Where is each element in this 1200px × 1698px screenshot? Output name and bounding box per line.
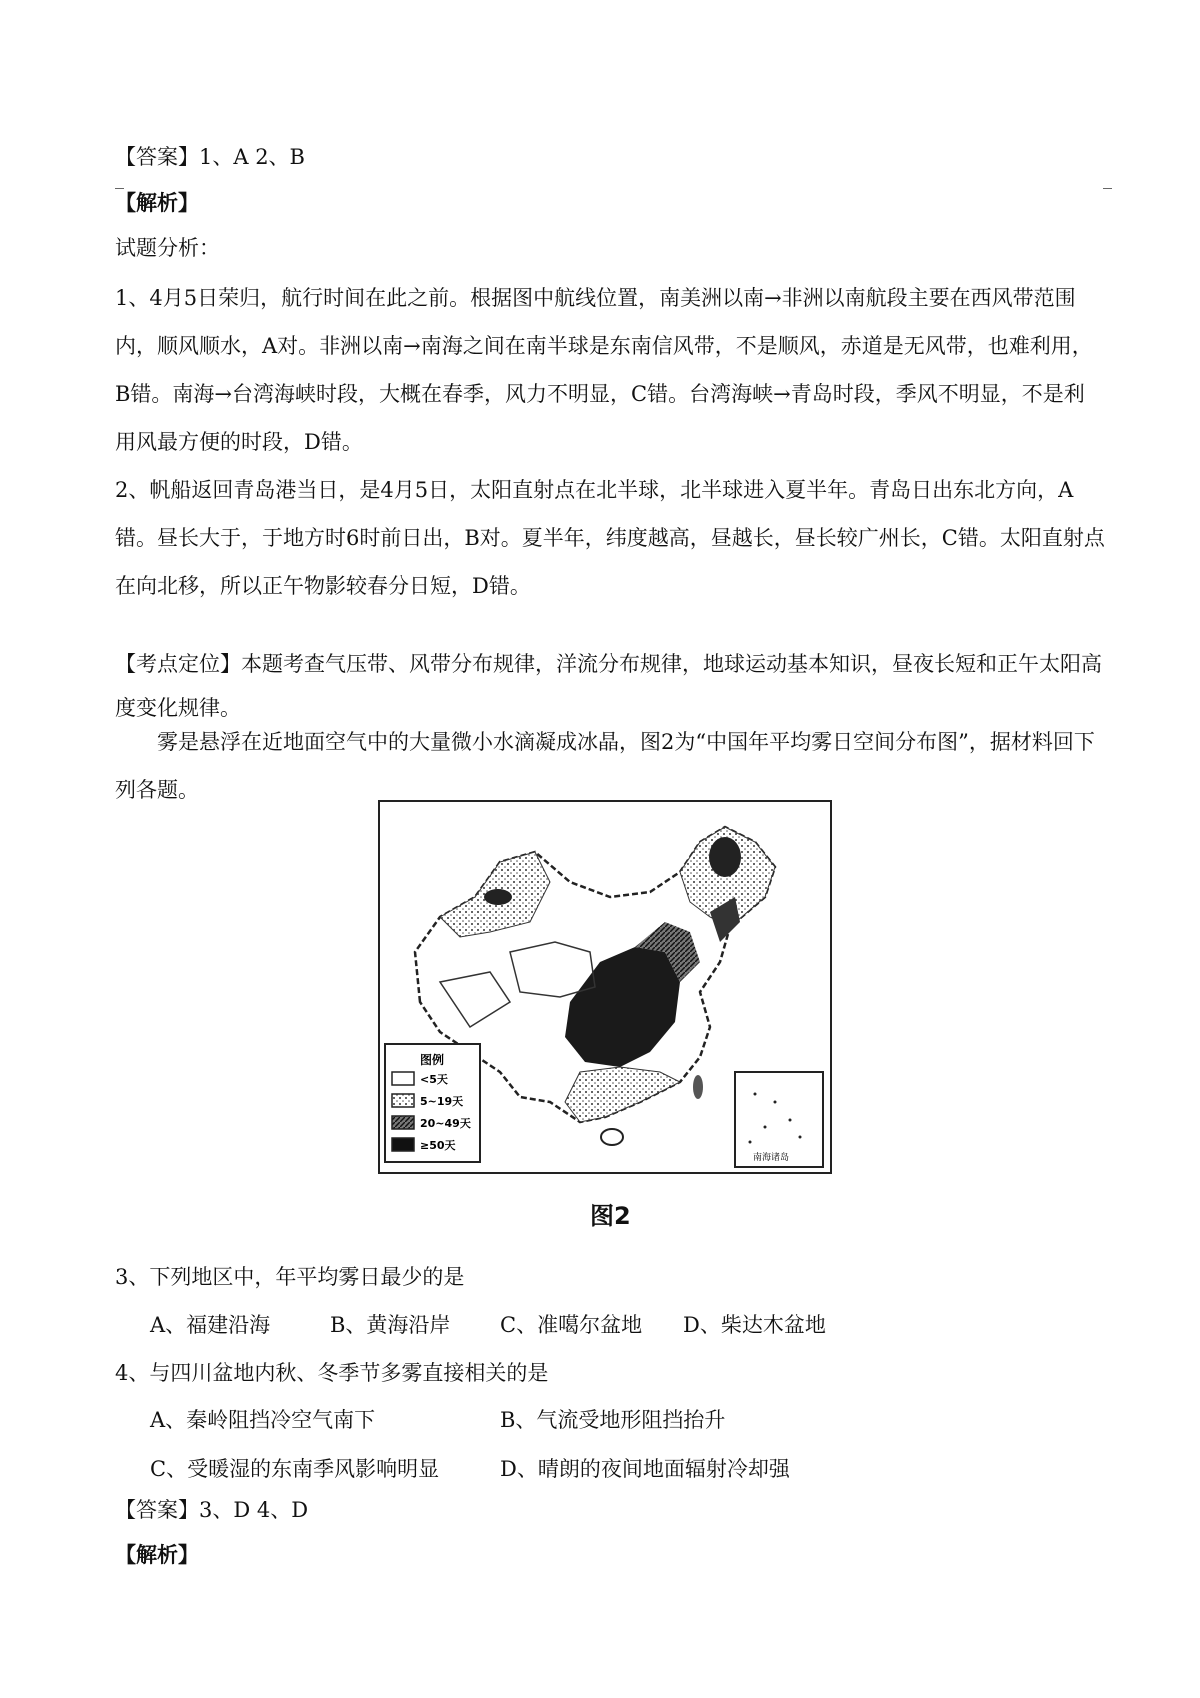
- china-map: [380, 802, 830, 1172]
- q3-option-a: A、福建沿海: [150, 1313, 271, 1337]
- hainan: [601, 1129, 623, 1145]
- q4-option-b: B、气流受地形阻挡抬升: [500, 1408, 726, 1432]
- fog-50-junggar: [484, 889, 512, 905]
- fog-50-northeast: [709, 837, 741, 877]
- answer-1: 【答案】1、A 2、B: [115, 145, 305, 169]
- legend-item-2: 5~19天: [420, 1095, 464, 1108]
- inset-label: 南海诸岛: [753, 1153, 790, 1163]
- legend-item-3: 20~49天: [420, 1117, 471, 1130]
- kaodian-note: 【考点定位】本题考查气压带、风带分布规律，洋流分布规律，地球运动基本知识，昼夜长短和正午太阳高度变化规律。: [115, 652, 1102, 720]
- margin-mark-right: [1103, 188, 1112, 189]
- legend-title: 图例: [420, 1053, 445, 1067]
- q3-option-b: B、黄海沿岸: [330, 1313, 451, 1337]
- q4-option-c: C、受暖湿的东南季风影响明显: [150, 1457, 440, 1481]
- fog-5-19-south: [565, 1067, 680, 1122]
- q2-analysis: 2、帆船返回青岛港当日，是4月5日，太阳直射点在北半球，北半球进入夏半年。青岛日出东北方向，A错。昼长大于，于地方时6时前日出，B对。夏半年，纬度越高，昼越长，昼长较广州长，C错。太阳直射点在向北移，所以正午物影较春分日短，D错。: [115, 478, 1105, 598]
- analysis-heading-1: 【解析】: [115, 190, 199, 215]
- question-intro: 雾是悬浮在近地面空气中的大量微小水滴凝成冰晶，图2为“中国年平均雾日空间分布图”，据材料回下列各题。: [115, 730, 1095, 802]
- fog-map-figure: [378, 800, 832, 1174]
- analysis-subheading: 试题分析：: [115, 236, 220, 260]
- q4-stem: 4、与四川盆地内秋、冬季节多雾直接相关的是: [115, 1361, 549, 1385]
- analysis-heading-2: 【解析】: [115, 1542, 199, 1567]
- taiwan: [693, 1075, 703, 1099]
- q4-option-d: D、晴朗的夜间地面辐射冷却强: [500, 1457, 790, 1481]
- figure-caption: 图2: [590, 1202, 631, 1230]
- q3-stem: 3、下列地区中，年平均雾日最少的是: [115, 1265, 465, 1289]
- q3-option-d: D、柴达木盆地: [683, 1313, 826, 1337]
- q3-option-c: C、准噶尔盆地: [500, 1313, 643, 1337]
- legend-item-4: ≥50天: [420, 1139, 456, 1152]
- q1-analysis: 1、4月5日荣归，航行时间在此之前。根据图中航线位置，南美洲以南→非洲以南航段主要在西风带范围内，顺风顺水，A对。非洲以南→南海之间在南半球是东南信风带，不是顺风，赤道是无风带，也难利用，B错。南海→台湾海峡时段，大概在春季，风力不明显，C错。台湾海峡→青岛时段，季风不明显，不是利用风最方便的时段，D错。: [115, 286, 1093, 454]
- q4-option-a: A、秦岭阻挡冷空气南下: [150, 1408, 376, 1432]
- answer-2: 【答案】3、D 4、D: [115, 1498, 309, 1522]
- legend-item-1: <5天: [420, 1073, 448, 1086]
